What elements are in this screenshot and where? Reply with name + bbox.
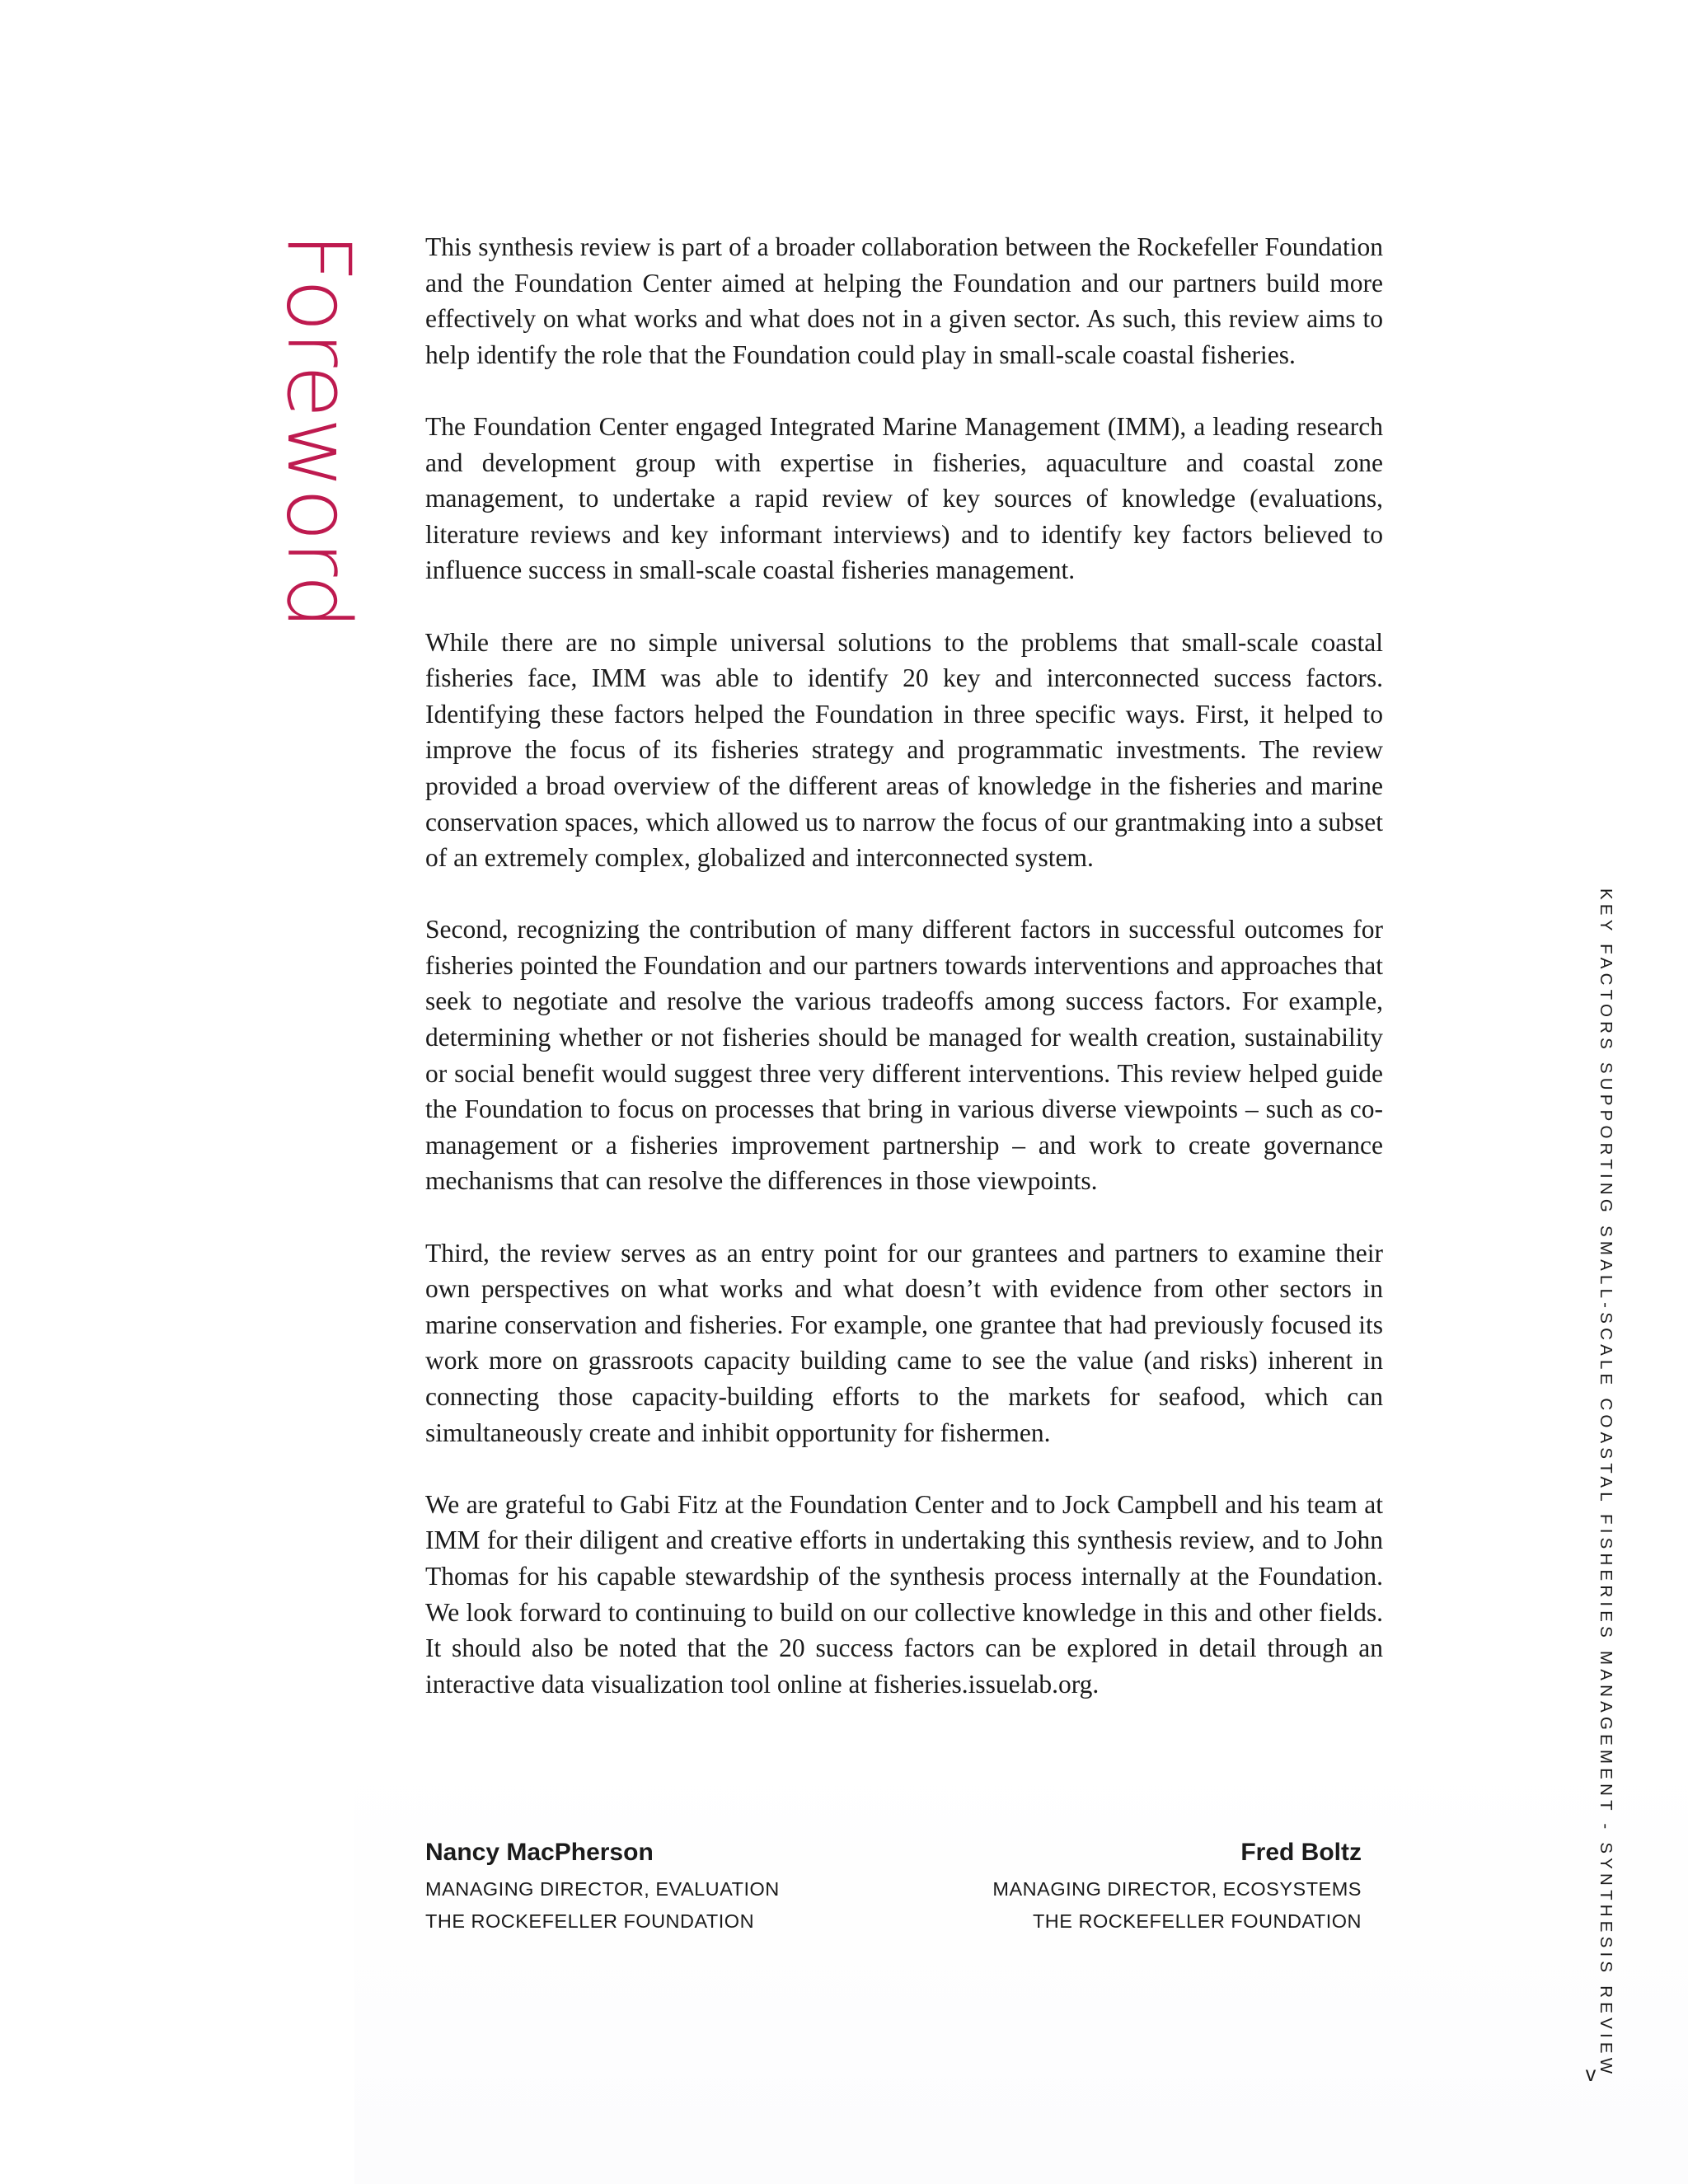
paragraph-5: Third, the review serves as an entry point for our grantees and partners to examine their own perspectives on what works and what doesn’t with evidence from other sectors in marine conservation and fisheries. For example, one grantee that had previously focused its work more on grassroots capacity building came to see the value (and risks) inherent in connecting those capacity-building efforts to the markets for seafood, which can simultaneously create and inhibit opportunity for fishermen.	[425, 1238, 1383, 1447]
page-title: Foreword	[268, 232, 369, 630]
signature-block-macpherson	[425, 1833, 780, 1937]
paragraph-3: While there are no simple universal solutions to the problems that small-scale coastal fisheries face, IMM was able to identify 20 key and interconnected success factors. Identifying these factors helped the Foundation in three specific ways. First, it helped to improve the focus of its fisheries strategy and programmatic investments. The review provided a broad overview of the different areas of knowledge in the fisheries and marine conservation spaces, which allowed us to narrow the focus of our grantmaking into a subset of an extremely complex, globalized and interconnected system.	[425, 627, 1383, 873]
signatory-name: Nancy MacPherson	[425, 1839, 654, 1866]
signature-block-boltz	[948, 1833, 1362, 1937]
signatory-organization: THE ROCKEFELLER FOUNDATION	[425, 1910, 755, 1932]
page-number: v	[1585, 2063, 1597, 2086]
paragraph-4: Second, recognizing the contribution of many different factors in successful outcomes for fisheries pointed the Foundation and our partners towards interventions and approaches that seek to negotiate and resolve the various tradeoffs among success factors. For example, determining whether or not fisheries should be managed for wealth creation, sustainability or social benefit would suggest three very different interventions. This review helped guide the Foundation to focus on processes that bring in various diverse viewpoints – such as co-management or a fisheries improvement partnership – and work to create governance mechanisms that can resolve the differences in those viewpoints.	[425, 915, 1383, 1196]
paragraph-6: We are grateful to Gabi Fitz at the Foundation Center and to Jock Campbell and his team at IMM for their diligent and creative efforts in undertaking this synthesis review, and to John Thomas for his capable stewardship of the synthesis process internally at the Foundation. We look forward to continuing to build on our collective knowledge in this and other fields. It should also be noted that the 20 success factors can be explored in detail through an interactive data visualization tool online at fisheries.issuelab.org.	[425, 1489, 1383, 1699]
running-head: KEY FACTORS SUPPORTING SMALL-SCALE COASTAL FISHERIES MANAGEMENT - SYNTHESIS REVIEW	[1597, 888, 1615, 2079]
foreword-body	[425, 229, 1383, 1702]
signatory-organization: THE ROCKEFELLER FOUNDATION	[1032, 1910, 1362, 1932]
signatory-title: MANAGING DIRECTOR, ECOSYSTEMS	[992, 1878, 1362, 1900]
paragraph-2: The Foundation Center engaged Integrated Marine Management (IMM), a leading research and development group with expertise in fisheries, aquaculture and coastal zone management, to undertake a rapid review of key sources of knowledge (evaluations, literature reviews and key informant interviews) and to identify key factors believed to influence success in small-scale coastal fisheries management.	[425, 411, 1383, 585]
signatory-name: Fred Boltz	[1240, 1839, 1362, 1866]
signatory-title: MANAGING DIRECTOR, EVALUATION	[425, 1878, 780, 1900]
paragraph-1: This synthesis review is part of a broader collaboration between the Rockefeller Foundation and the Foundation Center aimed at helping the Foundation and our partners build more effectively on what works and what does not in a given sector. As such, this review aims to help identify the role that the Foundation could play in small-scale coastal fisheries.	[425, 232, 1383, 369]
